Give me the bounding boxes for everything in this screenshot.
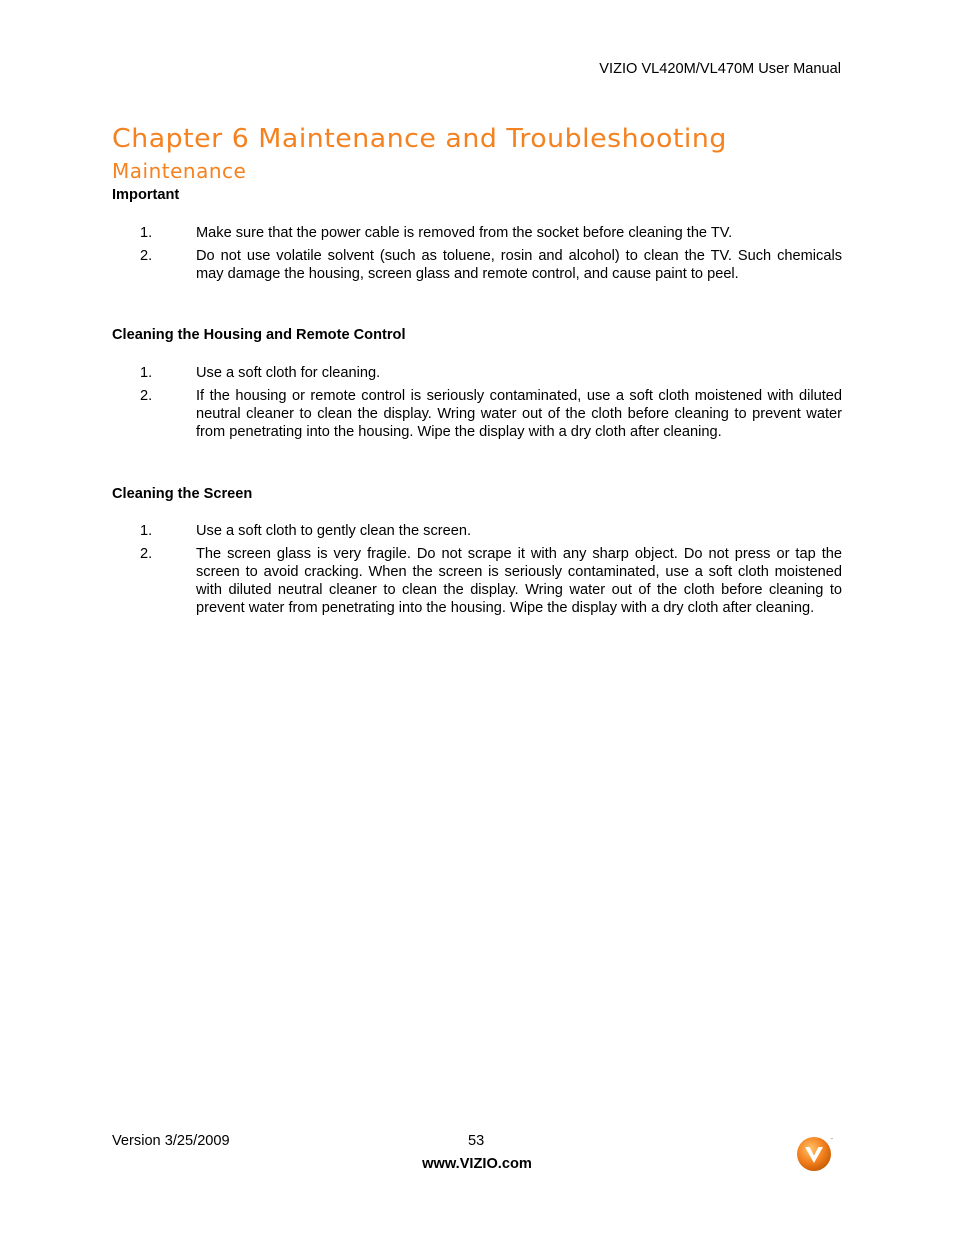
- list-number: 1.: [140, 365, 153, 381]
- svg-text:™: ™: [830, 1137, 834, 1142]
- list-item: [140, 247, 842, 283]
- important-heading: Important: [112, 187, 180, 203]
- list-text: Make sure that the power cable is removed from the socket before cleaning the TV.: [196, 225, 733, 241]
- list-item: [140, 364, 842, 382]
- page-number: 53: [468, 1133, 485, 1149]
- list-item: [140, 224, 842, 242]
- footer-version: Version 3/25/2009: [112, 1133, 230, 1149]
- housing-list: [140, 364, 842, 446]
- housing-heading: Cleaning the Housing and Remote Control: [112, 327, 406, 343]
- list-item: [140, 387, 842, 441]
- screen-list: [140, 522, 842, 622]
- list-text: Do not use volatile solvent (such as toluene, rosin and alcohol) to clean the TV. Such chemicals may damage the housing, screen glass and remote control, and cause paint to peel.: [196, 248, 842, 282]
- list-item: [140, 522, 842, 540]
- footer-url: www.VIZIO.com: [422, 1156, 532, 1172]
- list-number: 1.: [140, 523, 153, 539]
- list-text: If the housing or remote control is seriously contaminated, use a soft cloth moistened with diluted neutral cleaner to clean the display. Wring water out of the cloth before cleaning to prevent water from penetrating into the housing. Wipe the display with a dry cloth after cleaning.: [196, 388, 842, 440]
- vizio-logo-icon: [796, 1136, 832, 1172]
- list-text: Use a soft cloth to gently clean the screen.: [196, 523, 472, 539]
- list-number: 2.: [140, 546, 153, 562]
- screen-heading: Cleaning the Screen: [112, 486, 253, 502]
- list-text: Use a soft cloth for cleaning.: [196, 365, 381, 381]
- list-number: 1.: [140, 225, 153, 241]
- list-text: The screen glass is very fragile. Do not scrape it with any sharp object. Do not press or tap the screen to avoid cracking. When the screen is seriously contaminated, use a soft cloth moistened with diluted neutral cleaner to clean the display. Wring water out of the cloth before cleaning to prevent water from penetrating into the housing. Wipe the display with a dry cloth after cleaning.: [196, 546, 842, 616]
- important-list: [140, 224, 842, 288]
- chapter-title: Chapter 6 Maintenance and Troubleshooting: [112, 124, 727, 154]
- manual-title: VIZIO VL420M/VL470M User Manual: [599, 61, 841, 77]
- section-title: Maintenance: [112, 159, 247, 183]
- list-item: [140, 545, 842, 617]
- list-number: 2.: [140, 248, 153, 264]
- list-number: 2.: [140, 388, 153, 404]
